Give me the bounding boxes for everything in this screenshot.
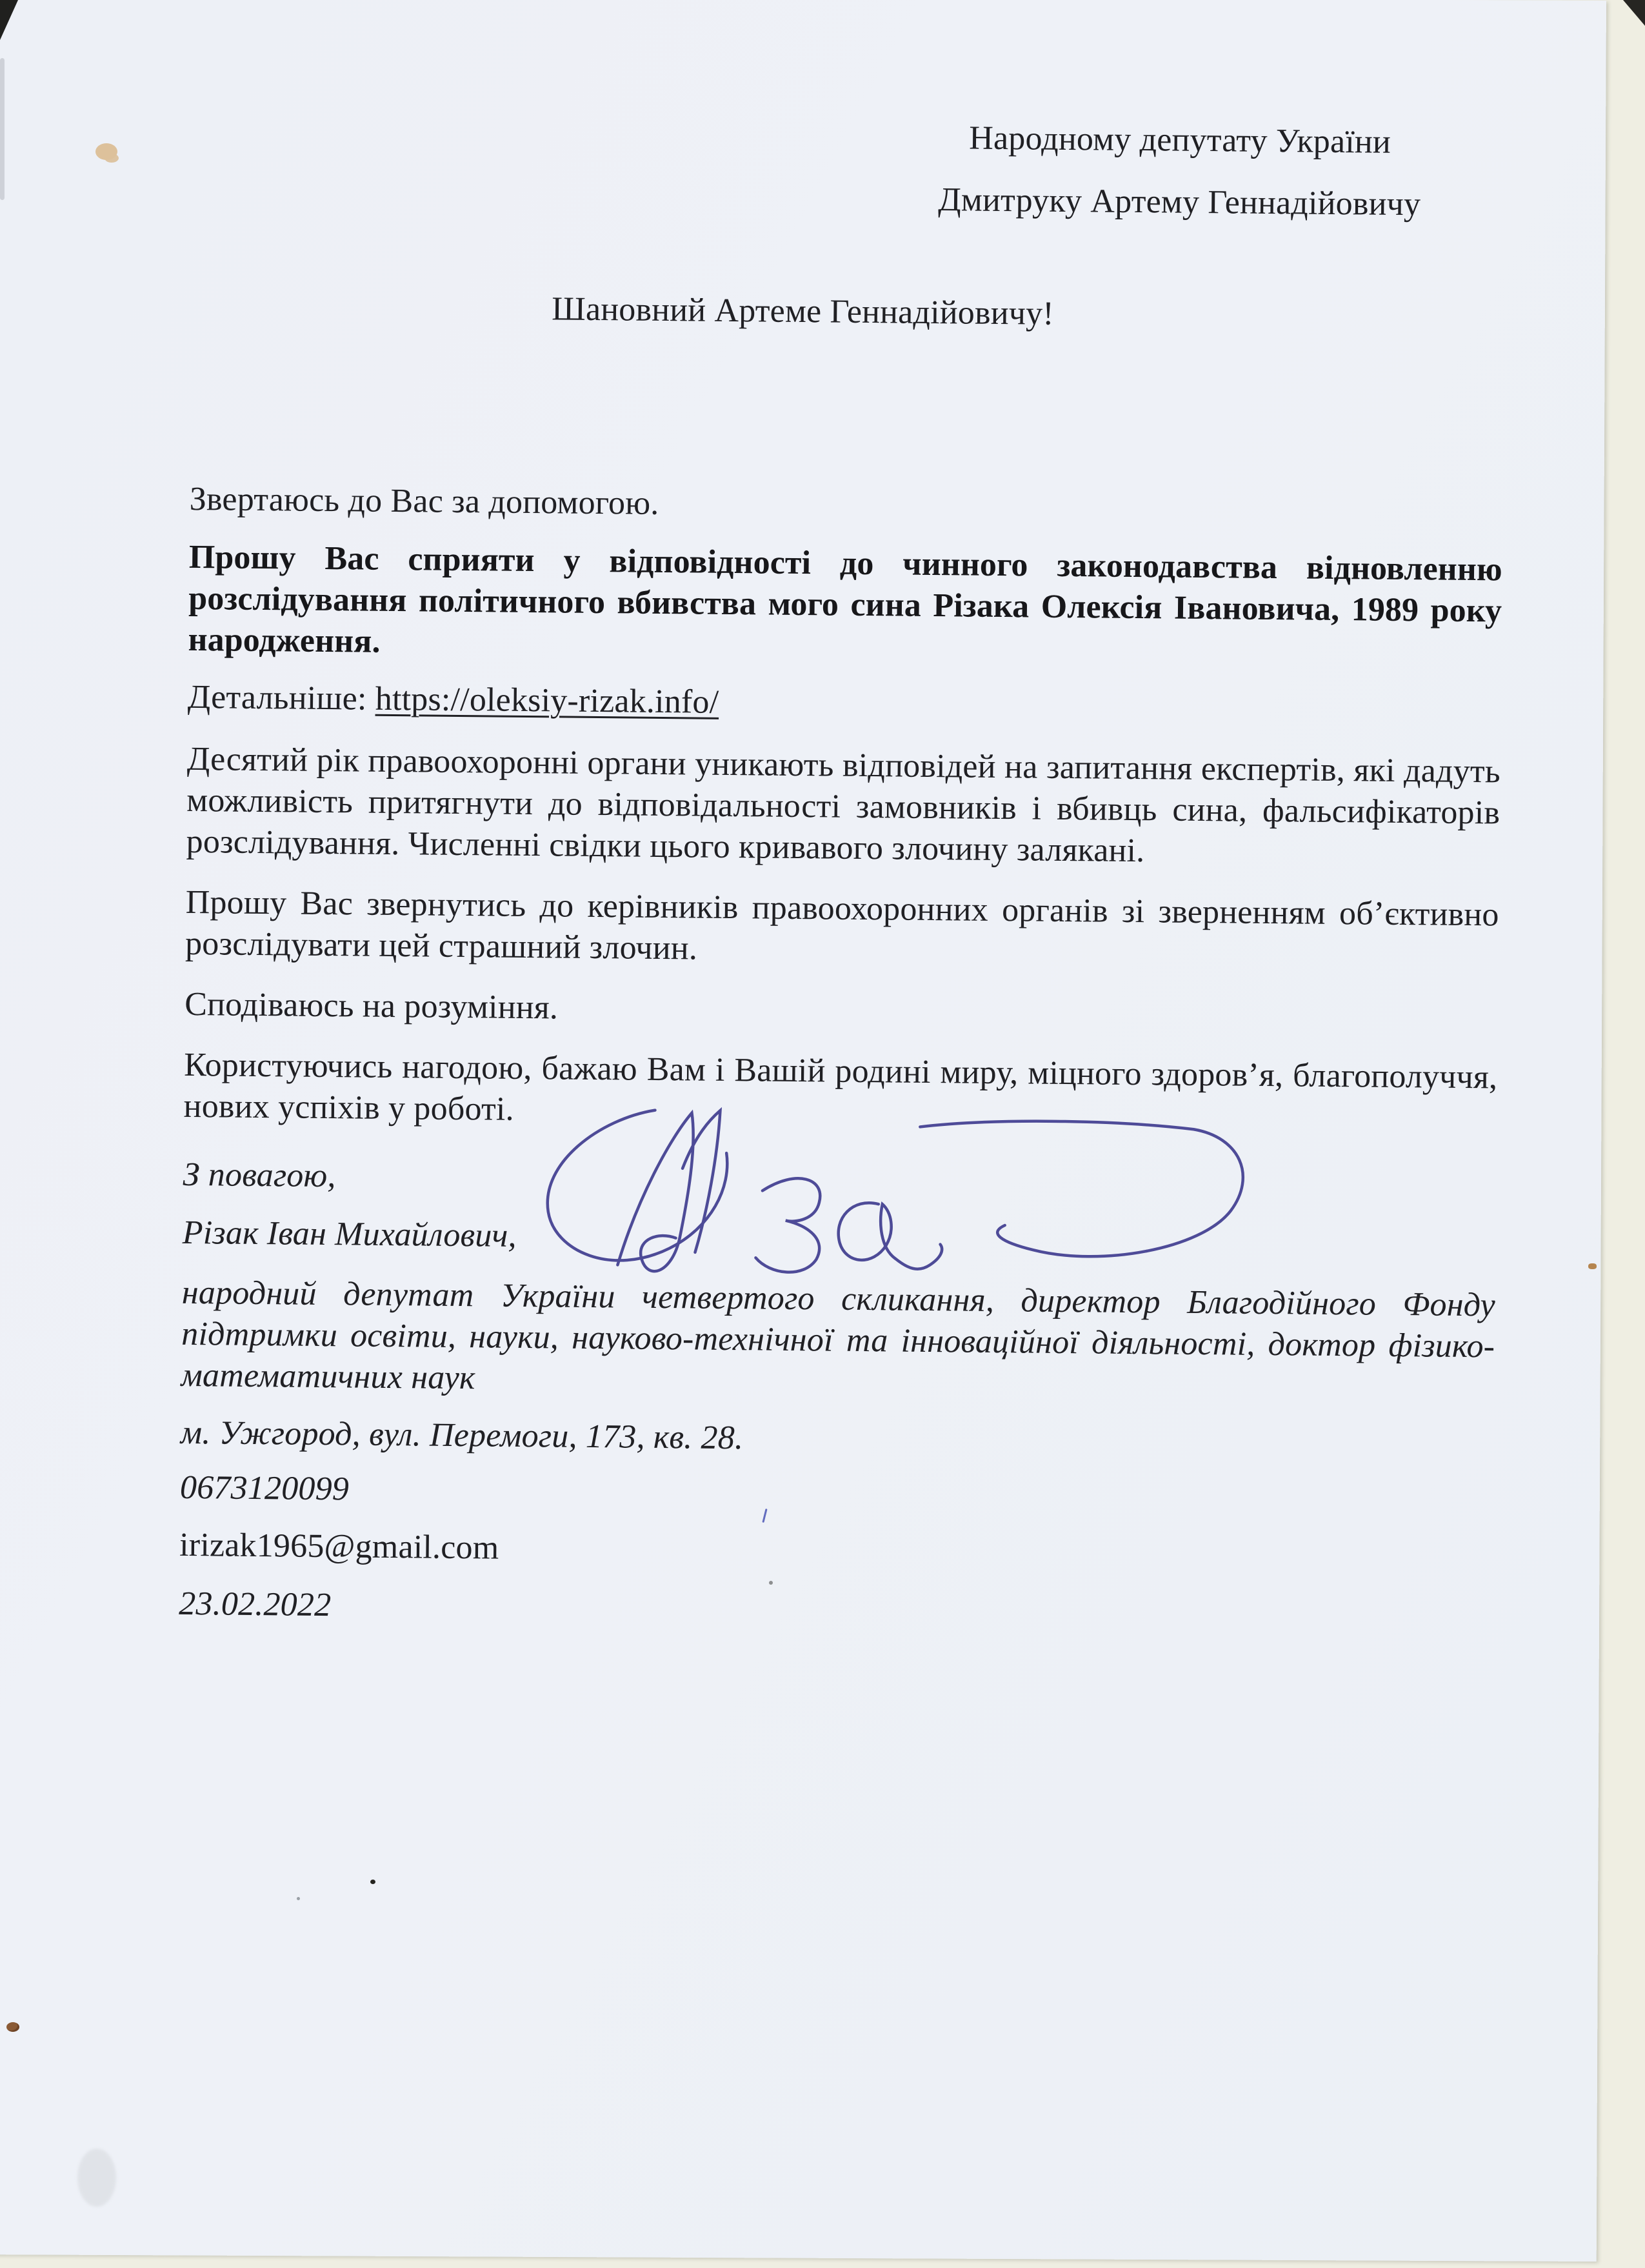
edge-smudge <box>0 58 5 200</box>
signoff-date: 23.02.2022 <box>179 1585 332 1624</box>
signoff-name: Різак Іван Михайлович, <box>182 1214 517 1254</box>
recipient-line-2: Дмитруку Артему Геннадійовичу <box>937 181 1421 223</box>
paragraph-request-bold: Прошу Вас сприяти у відповідності до чинного законодавства відновленню розслідування політичного вбивства мого сина Різака Олексія Івановича, 1989 року народження. <box>188 538 1503 660</box>
paper-speck <box>1588 1263 1597 1269</box>
paragraph-appeal: Прошу Вас звернутись до керівників правоохоронних органів зі зверненням об’єктивно розслідувати цей страшний злочин. <box>184 883 1499 967</box>
paragraph-intro: Звертаюсь до Вас за допомогою. <box>189 480 659 522</box>
signoff-title: народний депутат України четвертого скликання, директор Благодійного Фонду підтримки освіти, науки, науково-технічної та інноваційної діяльності, доктор фізико-математичних наук <box>181 1274 1496 1397</box>
details-label: Детальніше: <box>187 678 376 718</box>
scan-corner-top-left <box>0 0 18 40</box>
paper-speck <box>370 1880 375 1884</box>
paper-speck <box>297 1897 300 1900</box>
paper-speck <box>6 2022 19 2032</box>
scan-corner-top-right <box>1623 0 1645 26</box>
signoff-phone: 0673120099 <box>179 1469 350 1508</box>
paragraph-wishes: Користуючись нагодою, бажаю Вам і Вашій родині миру, міцного здоров’я, благополуччя, нових успіхів у роботі. <box>183 1046 1498 1128</box>
paragraph-hope: Сподіваюсь на розуміння. <box>184 985 559 1027</box>
details-link[interactable]: https://oleksiy-rizak.info/ <box>375 680 719 721</box>
paragraph-details <box>187 677 1501 731</box>
signoff-regards: З повагою, <box>183 1156 336 1195</box>
signoff-email: irizak1965@gmail.com <box>179 1526 499 1567</box>
paragraph-decade: Десятий рік правоохоронні органи уникають відповідей на запитання експертів, які дадуть можливість притягнути до відповідальності замовників і вбивць сина, фальсифікаторів розслідування. Численні свідки цього кривавого злочину залякані. <box>186 740 1501 870</box>
signature-ink <box>522 1085 1264 1301</box>
recipient-line-1: Народному депутату України <box>969 119 1391 161</box>
salutation: Шановний Артеме Геннадійовичу! <box>552 290 1055 332</box>
paper-smudge <box>77 2149 116 2207</box>
signoff-address: м. Ужгород, вул. Перемоги, 173, кв. 28. <box>180 1414 744 1457</box>
paper-stain <box>95 143 117 160</box>
paper-speck <box>769 1581 773 1585</box>
